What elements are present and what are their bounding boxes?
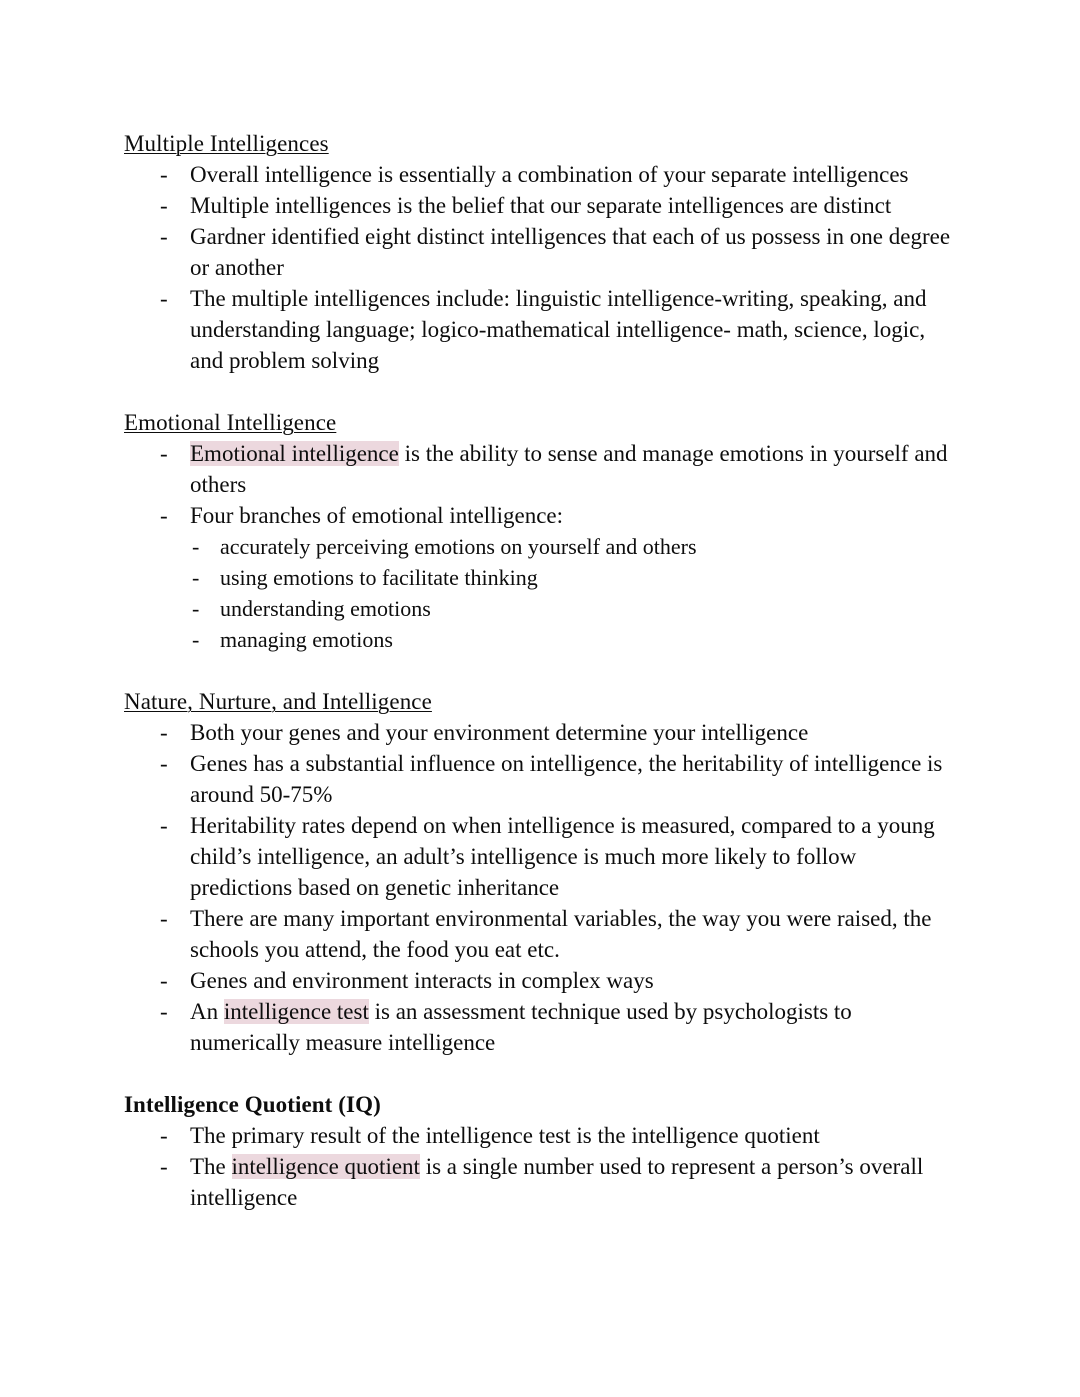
bullet-dash-icon: - (160, 968, 168, 993)
bullet-item (124, 1120, 962, 1151)
bullet-text: Overall intelligence is essentially a combination of your separate intelligences (190, 162, 909, 187)
bullet-list (124, 1120, 962, 1213)
sub-bullet-text: managing emotions (220, 627, 393, 652)
bullet-item (124, 748, 962, 810)
highlighted-term: intelligence quotient (231, 1154, 420, 1179)
bullet-text: Four branches of emotional intelligence: (190, 503, 563, 528)
bullet-text: An (190, 999, 224, 1024)
section-heading: Multiple Intelligences (124, 131, 329, 156)
bullet-dash-icon: - (160, 162, 168, 187)
bullet-item (124, 438, 962, 500)
bullet-list (124, 159, 962, 376)
section-heading: Emotional Intelligence (124, 410, 337, 435)
bullet-item (124, 717, 962, 748)
bullet-dash-icon: - (160, 224, 168, 249)
bullet-text: Genes and environment interacts in complex ways (190, 968, 654, 993)
bullet-text: is a single number used to represent a person’s overall intelligence (190, 1154, 924, 1210)
sub-bullet-text: accurately perceiving emotions on yourself and others (220, 534, 697, 559)
bullet-dash-icon: - (160, 1154, 168, 1179)
document-section (124, 128, 962, 376)
sub-bullet-dash-icon: - (192, 627, 200, 652)
bullet-item (124, 810, 962, 903)
highlighted-term: Emotional intelligence (190, 441, 399, 466)
bullet-text: The primary result of the intelligence test is the intelligence quotient (190, 1123, 820, 1148)
bullet-list (124, 717, 962, 1058)
bullet-dash-icon: - (160, 751, 168, 776)
bullet-text: is the ability to sense and manage emotions in yourself and others (190, 441, 948, 497)
bullet-text: There are many important environmental variables, the way you were raised, the schools you attend, the food you eat etc. (190, 906, 932, 962)
bullet-item (124, 283, 962, 376)
bullet-item (124, 1151, 962, 1213)
sub-bullet-text: understanding emotions (220, 596, 431, 621)
bullet-item (124, 996, 962, 1058)
bullet-text: Multiple intelligences is the belief that our separate intelligences are distinct (190, 193, 892, 218)
bullet-dash-icon: - (160, 441, 168, 466)
bullet-dash-icon: - (160, 503, 168, 528)
bullet-item (124, 903, 962, 965)
sub-bullet-item (124, 624, 962, 655)
sub-bullet-dash-icon: - (192, 596, 200, 621)
bullet-text: Gardner identified eight distinct intelligences that each of us possess in one degree or another (190, 224, 951, 280)
bullet-item (124, 500, 962, 531)
bullet-dash-icon: - (160, 906, 168, 931)
section-heading: Nature, Nurture, and Intelligence (124, 689, 432, 714)
sub-bullet-item (124, 562, 962, 593)
bullet-item (124, 159, 962, 190)
bullet-dash-icon: - (160, 1123, 168, 1148)
bullet-item (124, 965, 962, 996)
sub-bullet-item (124, 531, 962, 562)
bullet-text: is an assessment technique used by psychologists to numerically measure intelligence (190, 999, 852, 1055)
bullet-text: The multiple intelligences include: linguistic intelligence-writing, speaking, and understanding language; logico-mathematical intelligence- math, science, logic, and problem solving (190, 286, 927, 373)
sub-bullet-item (124, 593, 962, 624)
sub-bullet-list (124, 531, 962, 655)
document-section (124, 686, 962, 1058)
bullet-dash-icon: - (160, 720, 168, 745)
bullet-dash-icon: - (160, 193, 168, 218)
bullet-dash-icon: - (160, 286, 168, 311)
bullet-text: The (190, 1154, 232, 1179)
sub-bullet-text: using emotions to facilitate thinking (220, 565, 538, 590)
section-heading: Intelligence Quotient (IQ) (124, 1092, 381, 1117)
sub-bullet-dash-icon: - (192, 565, 200, 590)
bullet-list (124, 438, 962, 655)
bullet-text: Heritability rates depend on when intelligence is measured, compared to a young child’s intelligence, an adult’s intelligence is much more likely to follow predictions based on genetic inheritance (190, 813, 935, 900)
bullet-dash-icon: - (160, 999, 168, 1024)
document-section (124, 407, 962, 655)
bullet-text: Both your genes and your environment determine your intelligence (190, 720, 809, 745)
bullet-item (124, 221, 962, 283)
bullet-dash-icon: - (160, 813, 168, 838)
bullet-text: Genes has a substantial influence on intelligence, the heritability of intelligence is around 50-75% (190, 751, 943, 807)
bullet-item (124, 190, 962, 221)
document-body (124, 128, 962, 1213)
sub-bullet-dash-icon: - (192, 534, 200, 559)
highlighted-term: intelligence test (223, 999, 369, 1024)
document-section (124, 1089, 962, 1213)
